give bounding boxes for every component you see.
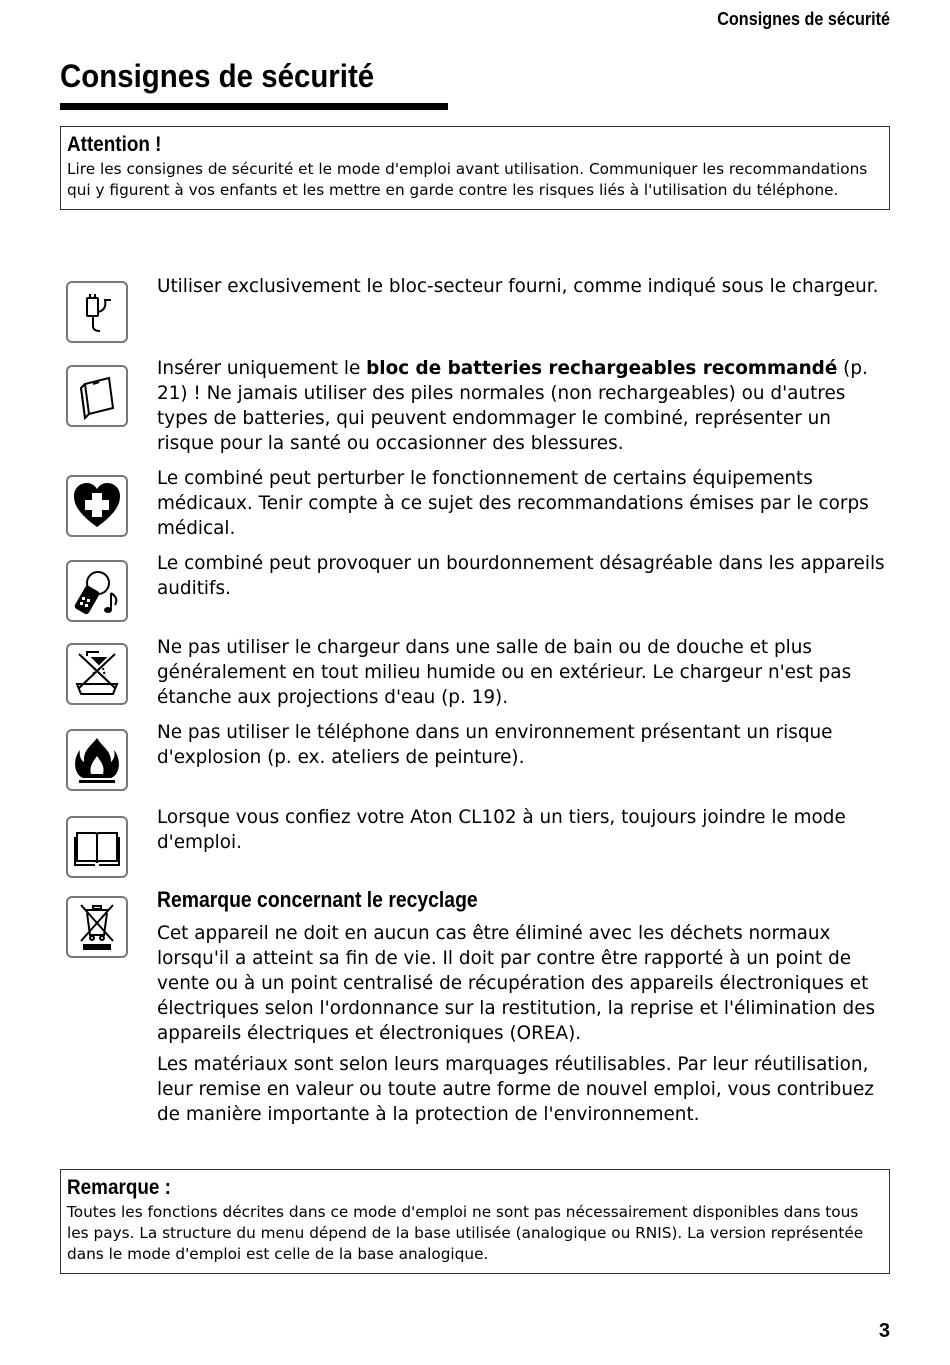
crossed-bin-icon [66,896,128,958]
attention-text: Lire les consignes de sécurité et le mode d'emploi avant utilisation. Communiquer les recommandations qui y figurent à vos enfants et les mettre en garde contre les risques liés à l'utilisation du téléphone. [67,160,868,199]
humidity-text: Ne pas utiliser le chargeur dans une salle de bain ou de douche et plus généralement en tout milieu humide ou en extérieur. Le chargeur n'est pas étanche aux projections d'eau (p. 19). [157,637,852,708]
recycling-paragraph-2: Les matériaux sont selon leurs marquages réutilisables. Par leur réutilisation, leur remise en valeur ou toute autre forme de nouvel emploi, vous contribuez de manière importante à la protection de l'environnement. [157,1054,874,1125]
manual-text: Lorsque vous confiez votre Aton CL102 à un tiers, toujours joindre le mode d'emploi. [157,807,846,853]
power-adapter-text: Utiliser exclusivement le bloc-secteur fourni, comme indiqué sous le chargeur. [157,276,879,297]
page-number: 3 [878,1320,890,1342]
attention-title: Attention ! [67,133,162,156]
remark-title: Remarque : [67,1176,171,1199]
battery-text-start: Insérer uniquement le [157,358,367,379]
title-rule [60,103,448,110]
remark-box [60,1169,890,1274]
remark-text: Toutes les fonctions décrites dans ce mode d'emploi ne sont pas nécessairement disponibles dans tous les pays. La structure du menu dépend de la base utilisée (analogique ou RNIS). La version représentée dans le mode d'emploi est celle de la base analogique. [67,1203,864,1263]
medical-heart-icon [66,475,128,537]
battery-text-end: (p. 21) ! Ne jamais utiliser des piles normales (non rechargeables) ou d'autres types de batteries, qui peuvent endommager le combiné, représenter un risque pour la santé ou occasionner des blessures. [157,358,868,454]
battery-text-bold: bloc de batteries rechargeables recommandé [366,358,838,379]
recycling-heading: Remarque concernant le recyclage [157,887,478,912]
page-title: Consignes de sécurité [60,58,375,94]
hearing-aid-icon [66,560,128,622]
running-header: Consignes de sécurité [717,9,890,29]
hearing-aid-text: Le combiné peut provoquer un bourdonnement désagréable dans les appareils auditifs. [157,553,885,599]
power-adapter-icon [66,281,128,343]
book-icon [66,816,128,878]
battery-text [157,356,887,456]
fire-icon [66,729,128,791]
explosion-text: Ne pas utiliser le téléphone dans un environnement présentant un risque d'explosion (p. ex. ateliers de peinture). [157,722,833,768]
medical-text: Le combiné peut perturber le fonctionnement de certains équipements médicaux. Tenir compte à ce sujet des recommandations émises par le corps médical. [157,468,869,539]
recycling-paragraph-1: Cet appareil ne doit en aucun cas être éliminé avec les déchets normaux lorsqu'il a atteint sa fin de vie. Il doit par contre être rapporté à un point de vente ou à un point centralisé de récupération des appareils électroniques et électriques selon l'ordonnance sur la restitution, la reprise et l'élimination des appareils électriques et électroniques (OREA). [157,923,876,1044]
no-shower-icon [66,643,128,705]
attention-box [60,126,890,210]
battery-icon [66,365,128,427]
